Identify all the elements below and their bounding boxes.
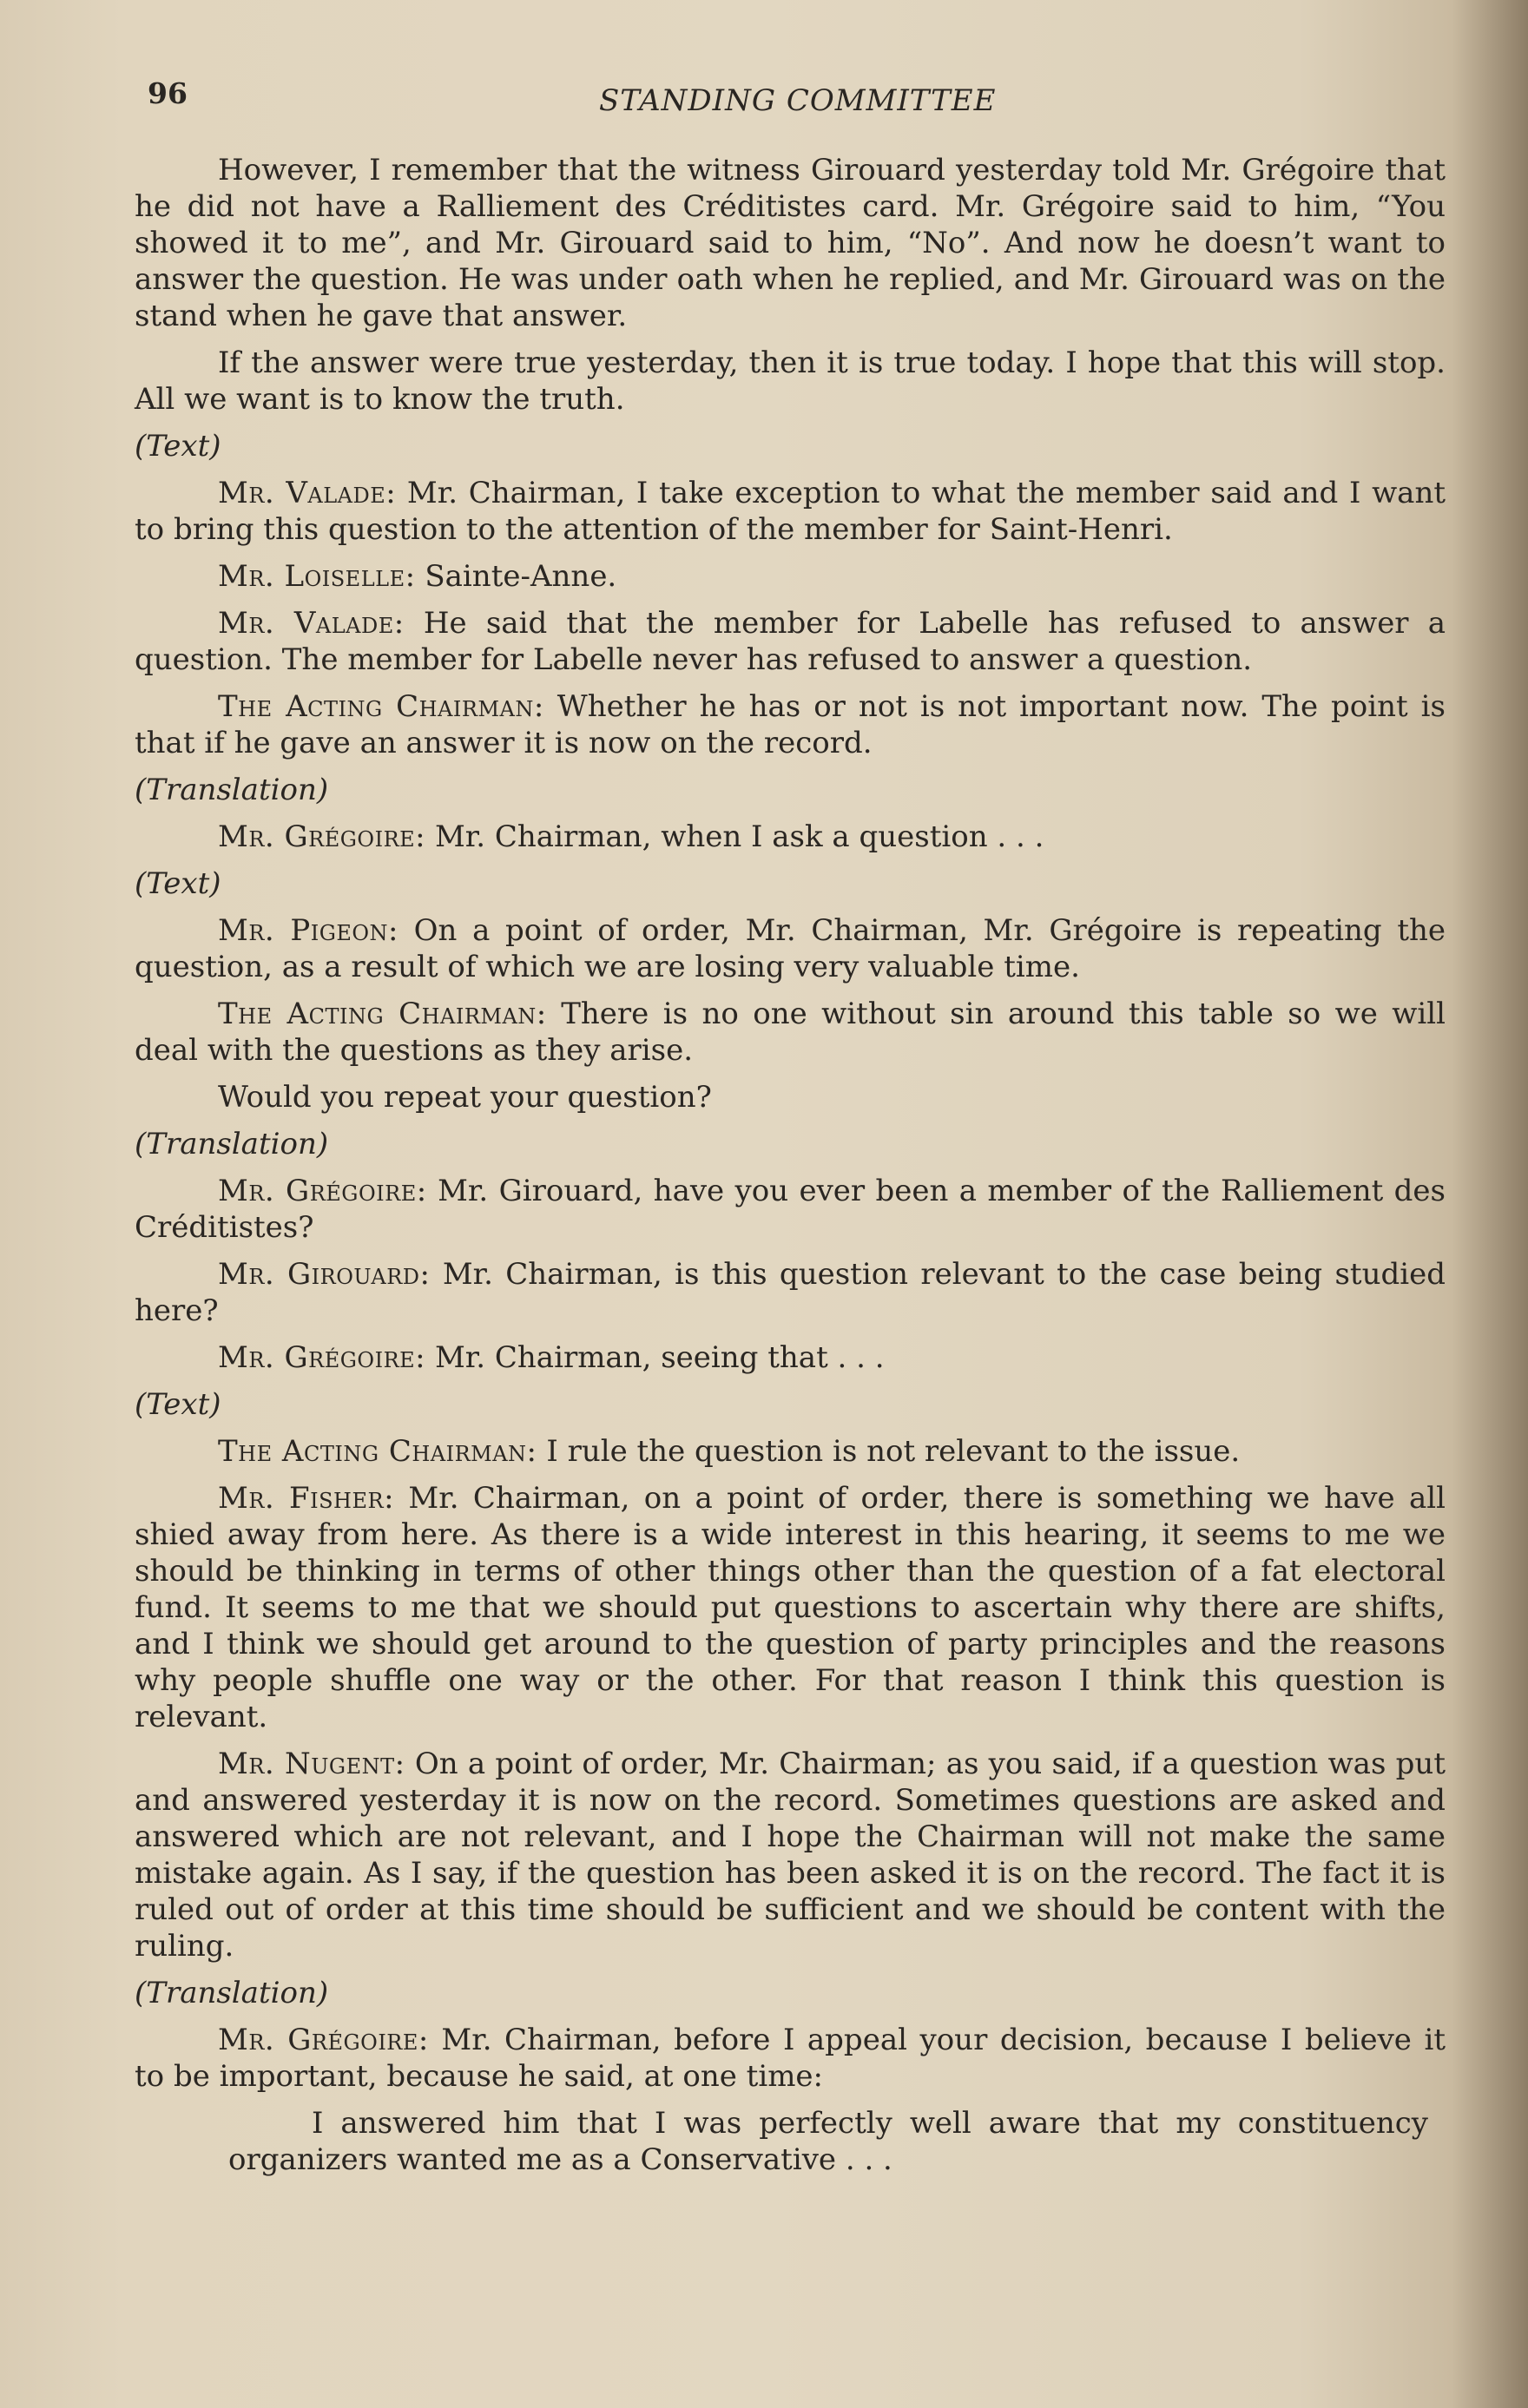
transcript-paragraph: [135, 819, 1446, 855]
speaker-name: Mr. Loiselle:: [218, 559, 416, 594]
paragraph-text: Mr. Girouard, have you ever been a member of the Ralliement des Créditistes?: [135, 1174, 1446, 1245]
section-label: (Translation): [135, 773, 329, 807]
paragraph-text: Mr. Chairman, is this question relevant to the case being studied here?: [135, 1257, 1446, 1328]
transcript-paragraph: [135, 1079, 1446, 1115]
section-label: (Translation): [135, 1976, 329, 2010]
paragraph-text: I answered him that I was perfectly well aware that my constituency organizers wanted me as a Conservative . . .: [228, 2106, 1428, 2177]
paragraph-text: Mr. Chairman, when I ask a question . . .: [434, 819, 1044, 854]
paragraph-text: Mr. Chairman, I take exception to what the member said and I want to bring this question to the attention of the member for Saint-Henri.: [135, 476, 1446, 547]
speaker-name: Mr. Girouard:: [218, 1257, 431, 1292]
transcript-paragraph: [135, 1433, 1446, 1470]
section-label: (Text): [135, 866, 221, 901]
running-title: STANDING COMMITTEE: [599, 83, 997, 118]
transcript-paragraph: [135, 152, 1446, 334]
transcript-body: [135, 152, 1446, 2178]
paragraph-text: If the answer were true yesterday, then it is true today. I hope that this will stop. All we want is to know the truth.: [135, 345, 1446, 417]
paragraph-text: Sainte-Anne.: [425, 559, 617, 594]
transcript-paragraph: [135, 558, 1446, 595]
transcript-paragraph: [135, 1173, 1446, 1246]
transcript-paragraph: [135, 912, 1446, 985]
speaker-name: Mr. Pigeon:: [218, 913, 399, 948]
speaker-name: Mr. Valade:: [218, 476, 397, 510]
transcript-paragraph: [135, 1256, 1446, 1329]
transcript-paragraph: [135, 605, 1446, 678]
page-number: 96: [148, 76, 188, 110]
transcript-paragraph: [135, 1339, 1446, 1376]
speaker-name: Mr. Grégoire:: [218, 819, 426, 854]
paragraph-text: Mr. Chairman, seeing that . . .: [434, 1340, 885, 1375]
transcript-paragraph: [135, 2022, 1446, 2095]
section-label: (Text): [135, 429, 221, 464]
speaker-name: The Acting Chairman:: [218, 997, 547, 1031]
block-quote: [135, 2105, 1428, 2178]
paragraph-text: There is no one without sin around this table so we will deal with the questions as they arise.: [135, 997, 1446, 1068]
speaker-name: The Acting Chairman:: [218, 1434, 537, 1469]
paragraph-text: I rule the question is not relevant to the issue.: [546, 1434, 1241, 1469]
transcript-paragraph: [135, 1746, 1446, 1964]
speaker-name: Mr. Grégoire:: [218, 2023, 429, 2057]
speaker-name: Mr. Nugent:: [218, 1747, 405, 1781]
transcript-paragraph: [135, 475, 1446, 548]
transcript-paragraph: [135, 1480, 1446, 1735]
speaker-name: Mr. Valade:: [218, 606, 405, 641]
paragraph-text: On a point of order, Mr. Chairman; as you said, if a question was put and answered yesterday it is now on the record. Sometimes questions are asked and answered which are not relevant, and I hope the Chairman will not make the same mistake again. As I say, if the question has been asked it is on the record. The fact it is ruled out of order at this time should be sufficient and we should be content with the ruling.: [135, 1747, 1446, 1964]
section-label: (Translation): [135, 1127, 329, 1161]
paragraph-text: On a point of order, Mr. Chairman, Mr. Grégoire is repeating the question, as a result of which we are losing very valuable time.: [135, 913, 1446, 984]
transcript-paragraph: [135, 688, 1446, 761]
speaker-name: The Acting Chairman:: [218, 689, 544, 724]
paragraph-text: Mr. Chairman, on a point of order, there is something we have all shied away from here. As there is a wide interest in this hearing, it seems to me we should be thinking in terms of other things other than the question of a fat electoral fund. It seems to me that we should put questions to ascertain why there are shifts, and I think we should get around to the question of party principles and the reasons why people shuffle one way or the other. For that reason I think this question is relevant.: [135, 1481, 1446, 1734]
paragraph-text: He said that the member for Labelle has refused to answer a question. The member for Labelle never has refused to answer a question.: [135, 606, 1446, 677]
paragraph-text: Whether he has or not is not important now. The point is that if he gave an answer it is now on the record.: [135, 689, 1446, 760]
paragraph-text: Would you repeat your question?: [218, 1080, 712, 1115]
speaker-name: Mr. Grégoire:: [218, 1340, 426, 1375]
paragraph-text: Mr. Chairman, before I appeal your decision, because I believe it to be important, because he said, at one time:: [135, 2023, 1446, 2094]
speaker-name: Mr. Fisher:: [218, 1481, 395, 1516]
section-label: (Text): [135, 1387, 221, 1422]
transcript-paragraph: [135, 996, 1446, 1069]
transcript-paragraph: [135, 345, 1446, 418]
speaker-name: Mr. Grégoire:: [218, 1174, 427, 1208]
page-header: [148, 76, 1450, 128]
paragraph-text: However, I remember that the witness Girouard yesterday told Mr. Grégoire that he did not have a Ralliement des Créditistes card. Mr. Grégoire said to him, “You showed it to me”, and Mr. Girouard said to him, “No”. And now he doesn’t want to answer the question. He was under oath when he replied, and Mr. Girouard was on the stand when he gave that answer.: [135, 153, 1446, 333]
